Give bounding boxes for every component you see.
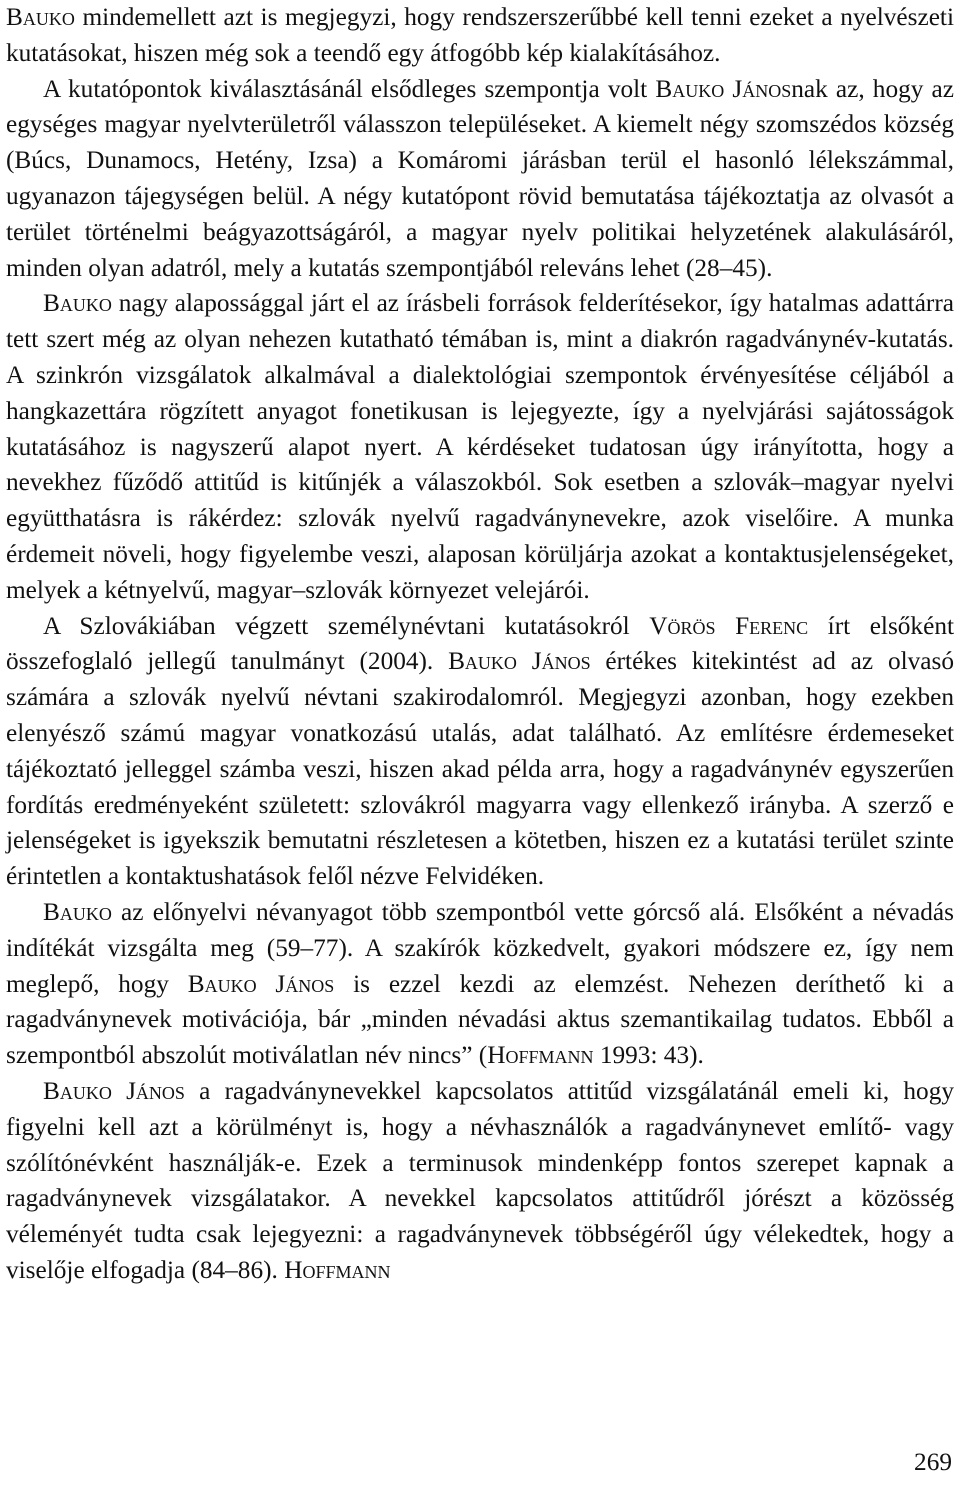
paragraph-6: Bauko János a ragadványnevekkel kapcsolatos attitűd vizsgálatánál emeli ki, hogy figyelni kell azt a körülményt is, hogy a névhasználók a ragadványnevet említő- vagy szólítónévként használják-e. Ezek a terminusok mindenképp fontos szerepet kapnak a ragadványnevek vizsgálatakor. A nevekkel kapcsolatos attitűdről jórészt a közösség véleményét tudta csak lejegyezni: a ragadványnevek többségéről úgy vélekedtek, hogy a viselője elfogadja (84–86). Hoffmann [6,1076,955,1284]
author-name: Bauko János [43,1076,185,1105]
author-name: Bauko János [448,647,591,676]
paragraph-1: Bauko mindemellett azt is megjegyzi, hogy rendszerszerűbbé kell tenni ezeket a nyelvészeti kutatásokat, hiszen még sok a teendő egy átfogóbb kép kialakításához. [6,3,954,67]
page-number: 269 [914,1448,952,1476]
document-body [6,0,954,1289]
author-name: Bauko János [655,74,792,103]
author-name: Bauko [43,289,112,318]
author-name: Bauko [43,897,112,926]
paragraph-2: A kutatópontok kiválasztásánál elsődleges szempontja volt Bauko Jánosnak az, hogy az egységes magyar nyelvterületről válasszon településeket. A kiemelt négy szomszédos község (Búcs, Dunamocs, Hetény, Izsa) a Komáromi járásban terül el hasonló lélekszámmal, ugyanazon tájegységen belül. A négy kutatópont rövid bemutatása tájékoztatja az olvasót a terület történelmi beágyazottságáról, a magyar nyelv politikai helyzetének alakulásáról, minden olyan adatról, mely a kutatás szempontjából releváns lehet (28–45). [6,74,955,282]
author-name: Bauko János [187,969,335,998]
author-name: Vörös Ferenc [649,611,809,640]
author-name: Hoffmann [284,1255,391,1284]
author-name: Bauko [6,3,75,31]
paragraph-5: Bauko az előnyelvi névanyagot több szempontból vette górcső alá. Elsőként a névadás indítékát vizsgálta meg (59–77). A szakírók közkedvelt, gyakori módszere ez, így nem meglepő, hogy Bauko János is ezzel kezdi az elemzést. Nehezen deríthető ki a ragadványnevek motivációja, bár „minden névadási aktus szemantikailag tudatos. Ebből a szempontból abszolút motiválatlan név nincs” (Hoffmann 1993: 43). [6,897,954,1070]
paragraph-4: A Szlovákiában végzett személynévtani kutatásokról Vörös Ferenc írt elsőként összefoglaló jellegű tanulmányt (2004). Bauko János értékes kitekintést ad az olvasó számára a szlovák nyelvű névtani szakirodalomról. Megjegyzi azonban, hogy ezekben elenyésző számú magyar vonatkozású utalás, adat található. Az említésre érdemeseket tájékoztató jelleggel számba veszi, hiszen akad példa arra, hogy a ragadványnév egyszerűen fordítás eredményeként született: szlovákról magyarra vagy ellenkező irányba. A szerző e jelenségeket is igyekszik bemutatni részletesen a kötetben, hiszen ez a kutatási terület szinte érintetlen a kontaktushatások felől nézve Felvidéken. [6,611,954,891]
author-name: Hoffmann [487,1041,594,1070]
paragraph-3: Bauko nagy alapossággal járt el az írásbeli források felderítésekor, így hatalmas adattárra tett szert még az olyan nehezen kutatható témában is, mint a diakrón ragadványnév-kutatás. A szinkrón vizsgálatok alkalmával a dialektológiai szempontok érvényesítése céljából a hangkazettára rögzített anyagot fonetikusan is lejegyezte, így a nyelvjárási sajátosságok kutatásához is nagyszerű alapot nyert. A kérdéseket tudatosan úgy irányította, hogy a nevekhez fűződő attitűd is kitűnjék a válaszokból. Sok esetben a szlovák–magyar nyelvi együtthatásra is rákérdez: szlovák nyelvű ragadványnevekre, azok viselőire. A munka érdemeit növeli, hogy figyelembe veszi, alaposan körüljárja azokat a kontaktusjelenségeket, melyek a kétnyelvű, magyar–szlovák környezet velejárói. [6,289,954,604]
